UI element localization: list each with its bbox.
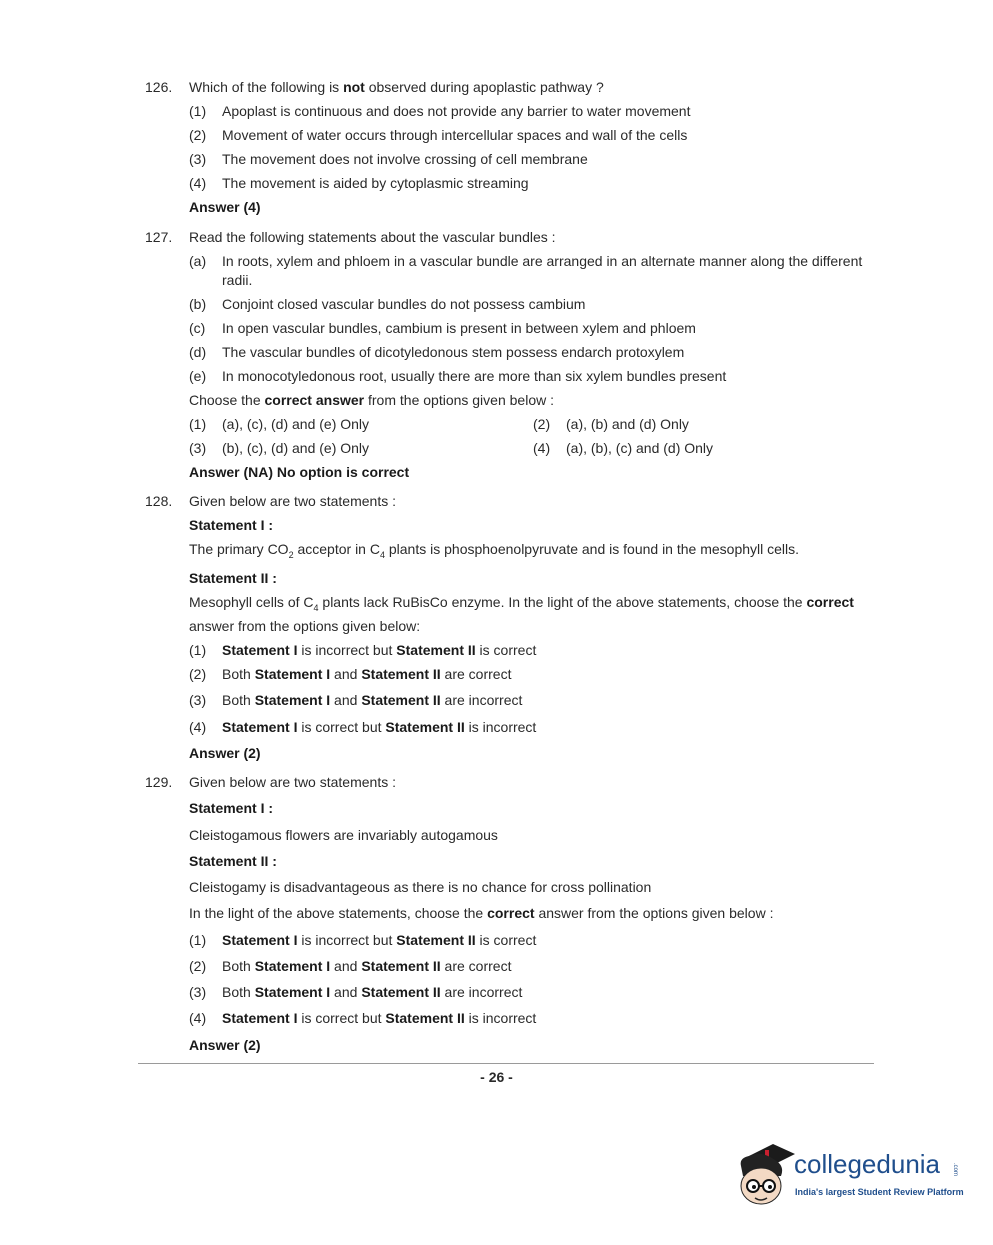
option-number: (1): [189, 416, 207, 432]
answer: Answer (NA) No option is correct: [189, 464, 410, 480]
statement-text: Mesophyll cells of $C_4$ plants lack RuBisCo enzyme. In the light of the above statements, choose the correct: [189, 594, 854, 613]
question-text: Given below are two statements :: [189, 774, 396, 790]
option-text: Both Statement I and Statement II are correct: [222, 666, 512, 682]
option-text: Both Statement I and Statement II are incorrect: [222, 984, 523, 1000]
question-text: Read the following statements about the vascular bundles :: [189, 229, 556, 245]
question-number: 129.: [145, 774, 173, 790]
option-text: Apoplast is continuous and does not provide any barrier to water movement: [222, 103, 691, 119]
option-number: (2): [189, 958, 207, 974]
option-number: (4): [533, 440, 551, 456]
brand-name: collegedunia: [794, 1149, 941, 1179]
option-number: (1): [189, 642, 207, 658]
option-number: (2): [533, 416, 551, 432]
choose-instruction: Choose the correct answer from the options given below :: [189, 392, 554, 408]
option-number: (4): [189, 1010, 207, 1026]
statement-letter: (e): [189, 368, 207, 384]
question-text: Given below are two statements :: [189, 493, 396, 509]
statement-label: Statement I :: [189, 517, 274, 533]
choose-instruction: In the light of the above statements, choose the correct answer from the options given below :: [189, 905, 774, 921]
option-number: (4): [189, 175, 207, 191]
page-number: - 26 -: [480, 1069, 513, 1085]
statement-text: In monocotyledonous root, usually there are more than six xylem bundles present: [222, 368, 727, 384]
answer: Answer (2): [189, 1037, 261, 1053]
statement-text: Cleistogamous flowers are invariably autogamous: [189, 827, 498, 843]
option-number: (3): [189, 151, 207, 167]
brand-tagline: India's largest Student Review Platform: [795, 1187, 964, 1197]
statement-text: In open vascular bundles, cambium is present in between xylem and phloem: [222, 320, 696, 336]
option-number: (2): [189, 666, 207, 682]
option-text: (a), (b), (c) and (d) Only: [566, 440, 714, 456]
option-text: Statement I is incorrect but Statement II is correct: [222, 932, 537, 948]
statement-label: Statement II :: [189, 570, 277, 586]
statement-letter: (a): [189, 253, 207, 269]
statement-text: Conjoint closed vascular bundles do not possess cambium: [222, 296, 586, 312]
statement-text: The primary $CO_2$ acceptor in $C_4$ plants is phosphoenolpyruvate and is found in the mesophyll cells.: [189, 541, 800, 560]
option-number: (2): [189, 127, 207, 143]
option-number: (3): [189, 692, 207, 708]
option-text: Both Statement I and Statement II are correct: [222, 958, 512, 974]
question-number: 128.: [145, 493, 173, 509]
statement-text: answer from the options given below:: [189, 618, 421, 634]
answer: Answer (4): [189, 199, 261, 215]
statement-text: radii.: [222, 272, 253, 288]
statement-letter: (d): [189, 344, 207, 360]
option-text: Statement I is correct but Statement II is incorrect: [222, 719, 537, 735]
answer: Answer (2): [189, 745, 261, 761]
statement-text: Cleistogamy is disadvantageous as there is no chance for cross pollination: [189, 879, 652, 895]
option-text: Statement I is correct but Statement II is incorrect: [222, 1010, 537, 1026]
statement-label: Statement II :: [189, 853, 277, 869]
statement-letter: (c): [189, 320, 206, 336]
statement-text: In roots, xylem and phloem in a vascular bundle are arranged in an alternate manner along the different: [222, 253, 863, 269]
statement-text: The vascular bundles of dicotyledonous stem possess endarch protoxylem: [222, 344, 685, 360]
option-number: (3): [189, 984, 207, 1000]
option-text: (a), (c), (d) and (e) Only: [222, 416, 370, 432]
option-text: (b), (c), (d) and (e) Only: [222, 440, 370, 456]
question-text: Which of the following is not observed during apoplastic pathway ?: [189, 79, 604, 95]
option-text: Movement of water occurs through intercellular spaces and wall of the cells: [222, 127, 688, 143]
footer-divider: [138, 1063, 874, 1064]
question-number: 126.: [145, 79, 173, 95]
option-number: (1): [189, 932, 207, 948]
option-text: The movement does not involve crossing of cell membrane: [222, 151, 588, 167]
statement-label: Statement I :: [189, 800, 274, 816]
question-number: 127.: [145, 229, 173, 245]
option-text: The movement is aided by cytoplasmic streaming: [222, 175, 529, 191]
option-number: (1): [189, 103, 207, 119]
option-number: (3): [189, 440, 207, 456]
brand-suffix: .com: [952, 1163, 958, 1177]
option-text: Both Statement I and Statement II are incorrect: [222, 692, 523, 708]
statement-letter: (b): [189, 296, 207, 312]
option-text: (a), (b) and (d) Only: [566, 416, 689, 432]
option-text: Statement I is incorrect but Statement II is correct: [222, 642, 537, 658]
option-number: (4): [189, 719, 207, 735]
